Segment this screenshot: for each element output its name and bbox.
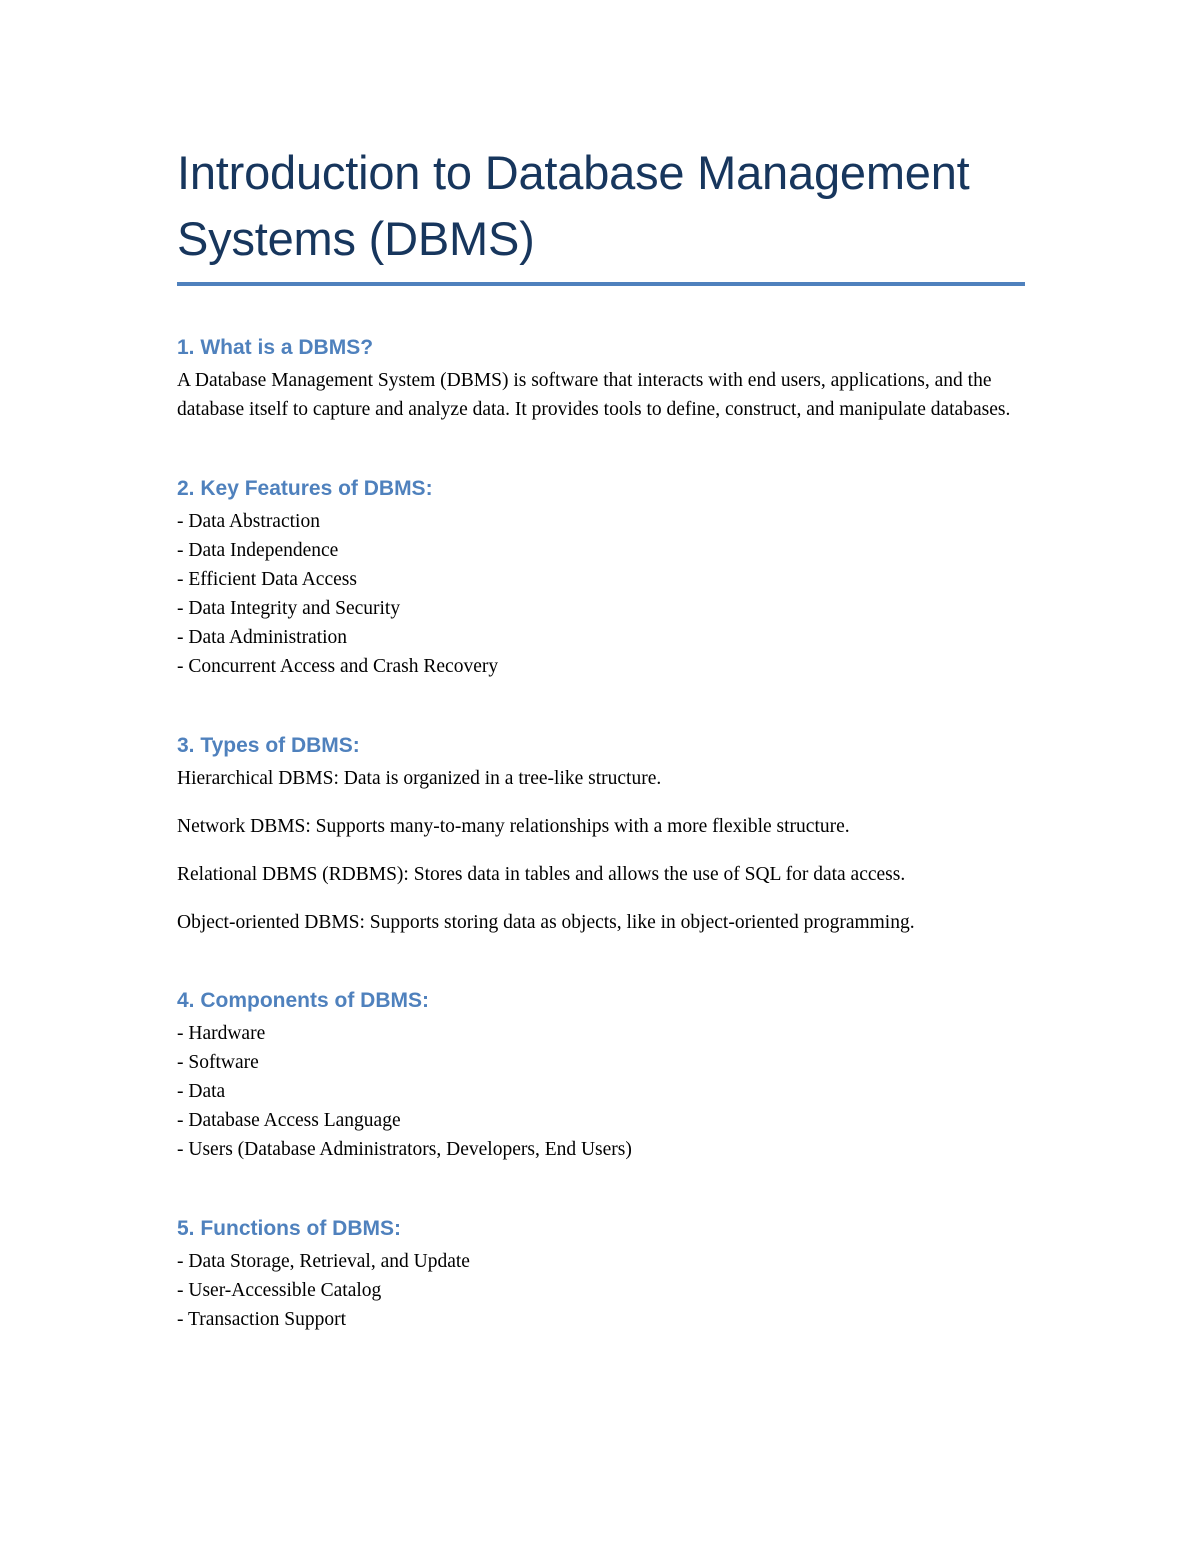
list-item: - Data Storage, Retrieval, and Update [177, 1251, 470, 1272]
functions-list [177, 1247, 1025, 1334]
section-components [177, 987, 1025, 1164]
section-heading: 4. Components of DBMS: [177, 989, 429, 1012]
section-heading: 3. Types of DBMS: [177, 734, 360, 757]
list-item: - Users (Database Administrators, Developers, End Users) [177, 1139, 632, 1160]
section-paragraph: A Database Management System (DBMS) is software that interacts with end users, applications, and the database itself to capture and analyze data. It provides tools to define, construct, and manipulate databases. [177, 370, 1011, 420]
type-paragraph: Network DBMS: Supports many-to-many relationships with a more flexible structure. [177, 816, 850, 837]
list-item: - Database Access Language [177, 1110, 401, 1131]
type-paragraph: Object-oriented DBMS: Supports storing data as objects, like in object-oriented programming. [177, 912, 915, 933]
type-paragraph: Relational DBMS (RDBMS): Stores data in tables and allows the use of SQL for data access. [177, 864, 906, 885]
list-item: - Data Administration [177, 627, 348, 648]
components-list [177, 1019, 1025, 1164]
list-item: - Data [177, 1081, 226, 1102]
section-heading: 1. What is a DBMS? [177, 336, 374, 359]
list-item: - Data Independence [177, 540, 339, 561]
list-item: - Transaction Support [177, 1309, 347, 1330]
list-item: - Data Abstraction [177, 511, 320, 532]
section-heading: 2. Key Features of DBMS: [177, 477, 433, 500]
title-underline-rule [177, 282, 1025, 286]
list-item: - Data Integrity and Security [177, 598, 401, 619]
list-item: - Hardware [177, 1023, 266, 1044]
type-paragraph: Hierarchical DBMS: Data is organized in a tree-like structure. [177, 768, 662, 789]
section-key-features [177, 475, 1025, 681]
list-item: - Efficient Data Access [177, 569, 357, 590]
section-what-is-dbms [177, 334, 1025, 424]
document-title: Introduction to Database Management Systems (DBMS) [177, 146, 970, 265]
list-item: - Concurrent Access and Crash Recovery [177, 656, 499, 677]
features-list [177, 507, 1025, 681]
list-item: - User-Accessible Catalog [177, 1280, 382, 1301]
section-functions [177, 1215, 1025, 1334]
list-item: - Software [177, 1052, 259, 1073]
section-types [177, 732, 1025, 937]
document-body [177, 140, 1025, 1334]
section-heading: 5. Functions of DBMS: [177, 1217, 401, 1240]
